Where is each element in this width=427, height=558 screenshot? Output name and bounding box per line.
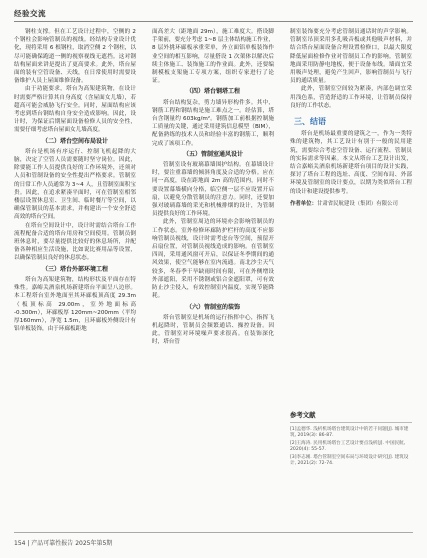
subheading: （二）塔台空间布局设计 [41, 137, 108, 145]
paragraph: 制室装饰要充分考虑管制员通话时的声学影响。管制室吊顶采用多孔吸音板或其他吸声材料，并结合塔台屋面设备合理设置检修口，以最大限度降低屋面检修作业对管制员工作的影响。管制室地面采用防静电地板，便于设备布线。墙面宜采用吸声处理，避免产生回声，影响管制员与飞行员的通话质量。 [290, 29, 412, 85]
paragraph: 此外，管制室空间较为紧凑，内部色调宜采用浅色系，营造舒适的工作环境，让管制员保持良好的工作状态。 [290, 86, 412, 109]
column-2 [152, 28, 274, 347]
reference-item: [2]王海涛. 民用机场塔台工艺设计要点浅析[J]. 中国民航, 2020(4): 55-57. [290, 440, 406, 453]
page-footer: 154 | 产品可靠性报告 2025年第5期 [14, 540, 113, 547]
column-3 [290, 28, 412, 208]
paragraph: 由于功能要求，塔台为高架建筑物，在设计时需要严格计算其自身高度（含屋面女儿墙），若超高可能会威胁飞行安全。同时，屋面结构应该考虑到塔台钢结构自身安全造成影响。因此，设计时，为保证后期屋面设备检修人员的安全性，需要仔细考虑塔台屋面女儿墙高度。 [14, 86, 136, 134]
paragraph: 钢柱支撑。但在工艺设计过程中，空侧的 2 个钢柱会影响管制员的视线。经结构专业设计优化，现将采用 6 根钢柱，取消空侧 2 个钢柱，以尽可能确保跑道一侧的视察视线无遮挡。这对钢结构屋面来讲是提出了更高要求。此外，塔台屋面的装有空管设备、天线，在日常使用时需要设备维护人员上屋面维修设备。 [14, 29, 136, 85]
section-header: 经验交流 [14, 9, 46, 18]
references [290, 410, 412, 468]
paragraph: 塔台结构复杂，剪力墙异形构件多。其中，钢筋工程和钢结构是施工难点之一。经估算，塔台含钢量约 603kg/m²。钢筋加工前根据控制施工质量的关键，通过采用建筑信息模型（BIM），配备熟练的技术人员和经验丰富的钢筋工，顺利完成了该项工作。 [152, 99, 274, 147]
paragraph: 管制室设有玻璃幕墙围护结构。在幕墙设计时，要注重幕墙的倾斜角度及合适的分格。应在同一高度，设在距地面 2m 高的范围内，同时不要设置幕墙横向分格，临空侧一层不应设置开启扇，以避免分散管制员的注意力。同时，还要加强对玻璃幕墙的采光和机械排烟的设计，为管制员提供良好的工作环境。 [152, 162, 274, 218]
column-1 [14, 28, 136, 333]
subheading: （四）塔台钢塔工程 [185, 88, 240, 96]
header-divider [14, 21, 413, 22]
paragraph: 塔台是机场有序运行、控制飞机起降的大脑，决定了空管人员需要随时坚守岗位。因此，除要能工作人员提供良好的工作环境外，还须对人员和管制设备的安全性提出严格要求。管制室的日常工作人员通常为 3~4 人，且管制室面积宝贵。因此，在追求紧凑平面时，可在管制室相邻楼层设置休息室、卫生间、临时餐厅等空间，以确保管制员的基本需求，并构建出一个安全舒适高效的塔台空间。 [14, 148, 136, 221]
reference-item: [3]李志刚. 塔台管制室空间布局与环境设计研究[J]. 建筑设计, 2021(2): 72-74. [290, 454, 409, 467]
footer-divider [14, 532, 413, 533]
references-divider [290, 422, 412, 423]
paragraph: 在塔台空间设计中，设计时需结合塔台工作流程配备合适的塔台用房和空间使用。管制员倒班休息时，要尽量提供比较好的休息场所，并配备各种相应生活设施，比如说比赛用品等设置，以确保管制员良好的休息状态。 [14, 222, 136, 262]
author-label: 作者单位： [290, 200, 317, 207]
paragraph: 塔台管制室是机场的运行指挥中心，指挥飞机起降时，管制员会频繁通话、操控设备。因此，管制室对环境噪声要求很高。在装饰深化时，塔台管 [152, 314, 274, 346]
reference-item: [1]孟德华. 浅析机场塔台建筑设计中的若干问题[J]. 城市建筑, 2019(3): 86-87. [290, 427, 409, 439]
section-heading-conclusion: 三、结语 [294, 117, 326, 127]
paragraph: 塔台为高架建筑物，结构形状及平面存在特殊性。嘉峪关酒泉机场新建塔台平面呈八边形。本工程塔台室外地面至其环廊板顶高度 29.3m（板顶标高 29.00m，室外地面标高 -0.300m），环廊板厚 120mm~200mm（平均厚160mm），净宽 1.5m，且环廊板外侧设计有铝单板装饰，由于环廊板距地 [14, 276, 136, 333]
subheading: （三）塔台外部环境工程 [41, 265, 108, 273]
paragraph: 塔台是机场最重要的建筑之一，作为一类特殊的建筑物，其工艺设计有别于一般的民用建筑，需要综合考虑空管设备、运行流程、管制员的实际需求等因素。本文从塔台工艺设计出发，结合嘉峪关酒泉机场新建塔台项目的设计实践，探讨了塔台工程的选址、高度、空间布局、外部环境及管制室的设计要点，以期为类似塔台工程的设计和建设提供参考。 [290, 131, 412, 195]
author-value: 甘肃省民航建设（集团）有限公司 [316, 200, 398, 207]
author-affiliation [290, 200, 412, 208]
subheading: （六）管制室的装饰 [185, 303, 240, 311]
paragraph: 面高差大（距地面 29m），施工难度大。搭设脚手架前，要充分考虑 1~8 层主体结构施工作业，8 层外挑环廊板承重荣单，外立面铝单板装饰作业空间的相互影响，尽量搭设 1 次架体以解决后续主体施工、装饰施工的作业面。此外，还要编制模板支架施工专项方案，组织专家进行了论证。 [152, 29, 274, 85]
paragraph: 此外，管制室周边的环境亦会影响管制员的工作状态。室外检修环廊防护栏杆的高度不应影响管制员视线，设计时需考虑台等空间，预留开启扇位置，对管制员视线造成的影响。在管制室四周，采用通风窗可开启，以保证冬季期间的通风效果，使空气能够在室内流通。南北沙尘天气较多，冬春季干旱缺雨时间有限，可在外侧增设外部遮阳，采用不锈钢或铝合金遮阳罩，可有效防止沙尘侵入，有效控制室内温度，实现节能降耗。 [152, 219, 274, 300]
references-title: 参考文献 [290, 411, 316, 419]
subheading: （五）管制室通风设计 [182, 150, 243, 158]
